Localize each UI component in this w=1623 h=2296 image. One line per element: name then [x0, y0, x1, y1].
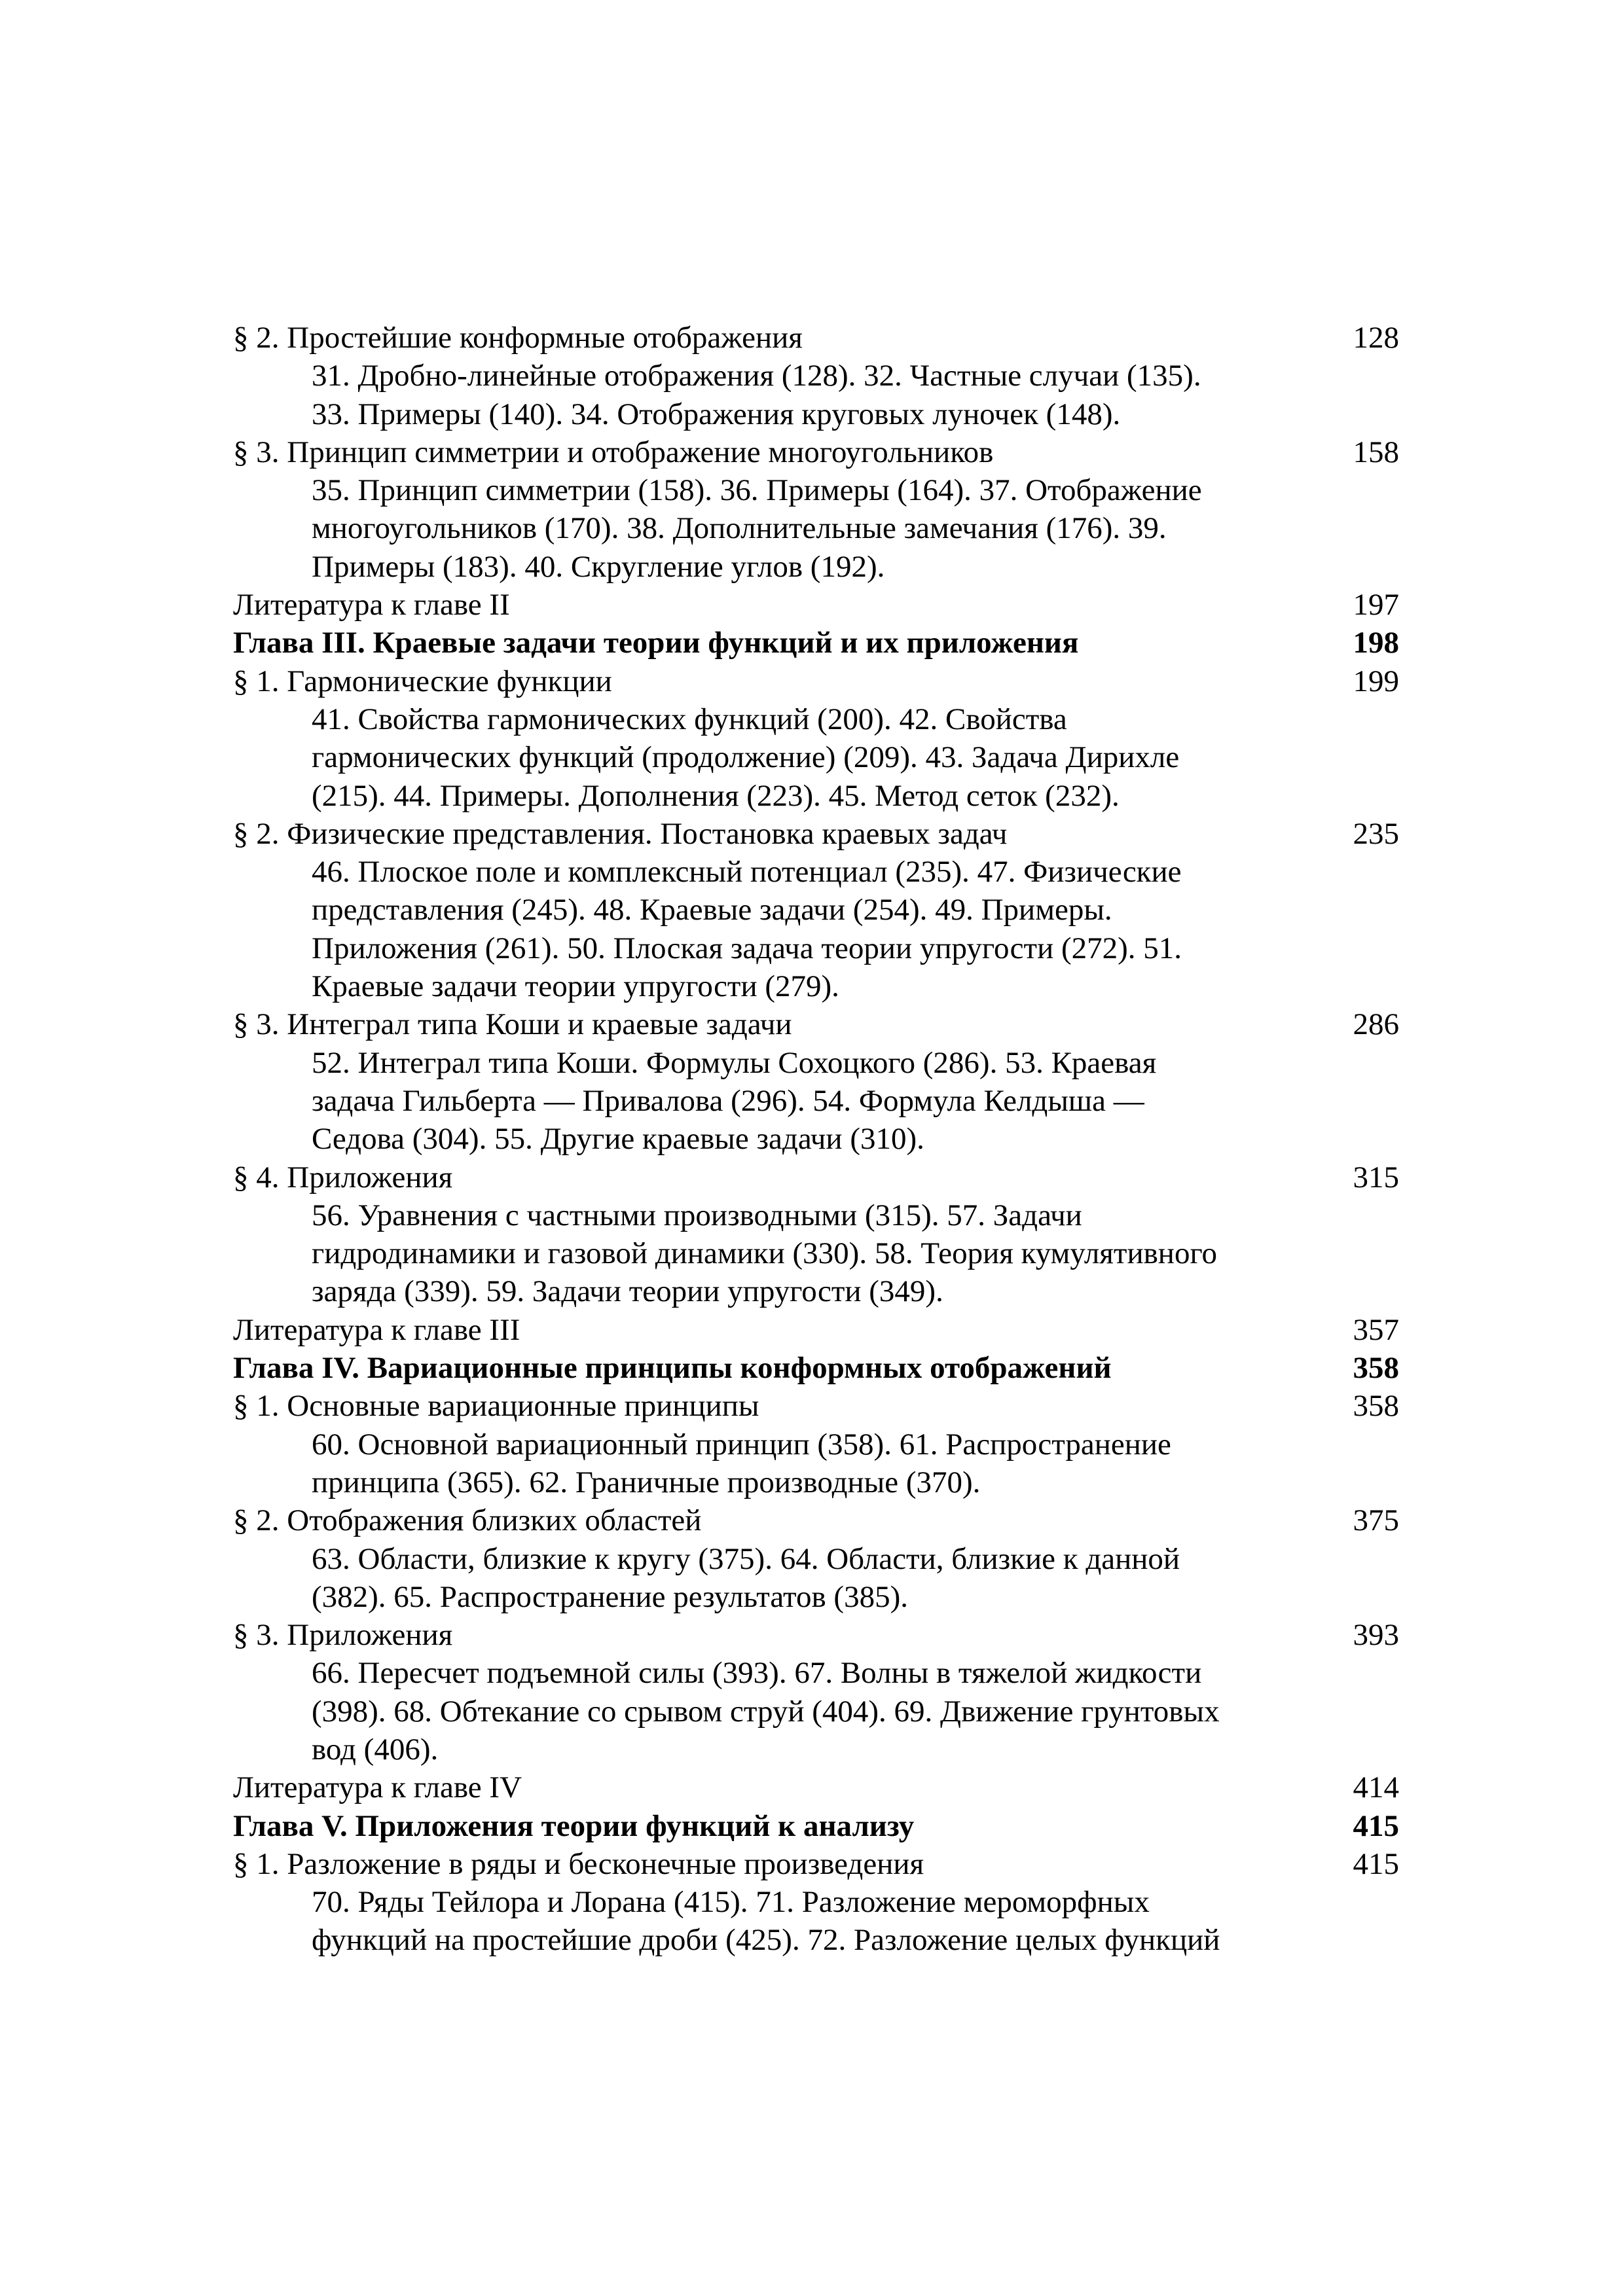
toc-page-number: 199: [1353, 664, 1399, 698]
toc-page-number: 286: [1353, 1007, 1399, 1042]
toc-section-row[interactable]: [233, 319, 1399, 357]
toc-page-number: 235: [1353, 816, 1399, 851]
toc-subsection-line: Примеры (183). 40. Скругление углов (192).: [312, 549, 885, 584]
toc-subsection-line: 63. Области, близкие к кругу (375). 64. Области, близкие к данной: [312, 1541, 1180, 1576]
toc-section-title: § 2. Отображения близких областей: [233, 1503, 702, 1538]
toc-page-number: 128: [1353, 321, 1399, 355]
toc-section-row[interactable]: [233, 815, 1399, 853]
toc-section-row[interactable]: [233, 1158, 1399, 1196]
toc-subsection-list: [233, 1044, 1376, 1158]
toc-section-row[interactable]: [233, 1845, 1399, 1883]
toc-subsection-list: [233, 700, 1376, 815]
toc-chapter-row[interactable]: [233, 1807, 1399, 1845]
toc-subsection-line: 35. Принцип симметрии (158). 36. Примеры (164). 37. Отображение: [312, 473, 1202, 508]
toc-page-number: 393: [1353, 1618, 1399, 1653]
toc-section-row[interactable]: [233, 1311, 1399, 1349]
toc-subsection-line: гидродинамики и газовой динамики (330). 58. Теория кумулятивного: [312, 1236, 1218, 1271]
toc-subsection-line: задача Гильберта — Привалова (296). 54. Формула Келдыша —: [312, 1083, 1144, 1118]
table-of-contents: [233, 319, 1399, 1960]
toc-subsection-line: заряда (339). 59. Задачи теории упругости (349).: [312, 1274, 943, 1309]
toc-page-number: 358: [1353, 1351, 1399, 1386]
toc-page-number: 158: [1353, 435, 1399, 469]
toc-subsection-list: [233, 1540, 1376, 1617]
toc-subsection-line: (382). 65. Распространение результатов (385).: [312, 1579, 908, 1614]
toc-subsection-line: 60. Основной вариационный принцип (358). 61. Распространение: [312, 1427, 1171, 1462]
toc-subsection-line: 56. Уравнения с частными производными (315). 57. Задачи: [312, 1198, 1082, 1232]
toc-subsection-line: гармонических функций (продолжение) (209). 43. Задача Дирихле: [312, 740, 1180, 775]
toc-subsection-list: [233, 853, 1376, 1005]
toc-subsection-line: (398). 68. Обтекание со срывом струй (404). 69. Движение грунтовых: [312, 1694, 1220, 1729]
toc-section-row[interactable]: [233, 1616, 1399, 1654]
toc-section-title: Литература к главе IV: [233, 1770, 522, 1805]
toc-section-title: § 3. Интеграл типа Коши и краевые задачи: [233, 1007, 792, 1042]
toc-subsection-line: 46. Плоское поле и комплексный потенциал (235). 47. Физические: [312, 855, 1182, 889]
toc-section-title: § 1. Основные вариационные принципы: [233, 1389, 759, 1424]
toc-subsection-line: (215). 44. Примеры. Дополнения (223). 45. Метод сеток (232).: [312, 778, 1120, 813]
toc-section-title: § 3. Принцип симметрии и отображение многоугольников: [233, 435, 994, 469]
toc-subsection-line: функций на простейшие дроби (425). 72. Разложение целых функций: [312, 1923, 1220, 1958]
toc-subsection-list: [233, 471, 1376, 586]
toc-section-row[interactable]: [233, 1387, 1399, 1425]
toc-page-number: 415: [1353, 1808, 1399, 1843]
toc-page-number: 315: [1353, 1160, 1399, 1194]
toc-section-title: Литература к главе III: [233, 1312, 520, 1347]
toc-subsection-line: принципа (365). 62. Граничные производные (370).: [312, 1465, 981, 1499]
toc-subsection-line: Приложения (261). 50. Плоская задача теории упругости (272). 51.: [312, 931, 1182, 965]
toc-subsection-list: [233, 1196, 1376, 1311]
toc-page-number: 358: [1353, 1389, 1399, 1424]
toc-page-number: 197: [1353, 588, 1399, 622]
toc-subsection-line: Седова (304). 55. Другие краевые задачи (310).: [312, 1122, 924, 1157]
toc-section-row[interactable]: [233, 1768, 1399, 1806]
toc-page-number: 198: [1353, 626, 1399, 660]
toc-page-number: 415: [1353, 1846, 1399, 1881]
toc-subsection-line: представления (245). 48. Краевые задачи (254). 49. Примеры.: [312, 893, 1112, 927]
toc-subsection-line: Краевые задачи теории упругости (279).: [312, 969, 839, 1004]
toc-subsection-list: [233, 1883, 1376, 1960]
toc-section-title: § 3. Приложения: [233, 1618, 453, 1653]
toc-subsection-line: 66. Пересчет подъемной силы (393). 67. Волны в тяжелой жидкости: [312, 1656, 1202, 1691]
toc-section-title: § 1. Разложение в ряды и бесконечные произведения: [233, 1846, 924, 1881]
toc-page-number: 357: [1353, 1312, 1399, 1347]
toc-subsection-list: [233, 1654, 1376, 1768]
toc-chapter-title: Глава III. Краевые задачи теории функций и их приложения: [233, 626, 1079, 660]
toc-section-title: § 2. Физические представления. Постановка краевых задач: [233, 816, 1008, 851]
toc-section-row[interactable]: [233, 1005, 1399, 1043]
toc-subsection-line: 33. Примеры (140). 34. Отображения круговых луночек (148).: [312, 397, 1121, 431]
toc-section-title: Литература к главе II: [233, 588, 510, 622]
toc-subsection-line: 52. Интеграл типа Коши. Формулы Сохоцкого (286). 53. Краевая: [312, 1045, 1157, 1080]
toc-chapter-title: Глава V. Приложения теории функций к анализу: [233, 1808, 915, 1843]
toc-subsection-line: 41. Свойства гармонических функций (200). 42. Свойства: [312, 702, 1067, 736]
toc-subsection-list: [233, 1426, 1376, 1502]
toc-section-row[interactable]: [233, 433, 1399, 471]
toc-page-number: 414: [1353, 1770, 1399, 1805]
toc-section-row[interactable]: [233, 1501, 1399, 1539]
toc-section-row[interactable]: [233, 586, 1399, 624]
toc-section-row[interactable]: [233, 662, 1399, 700]
toc-subsection-list: [233, 357, 1376, 433]
toc-subsection-line: многоугольников (170). 38. Дополнительные замечания (176). 39.: [312, 511, 1167, 546]
toc-subsection-line: 70. Ряды Тейлора и Лорана (415). 71. Разложение мероморфных: [312, 1885, 1150, 1920]
toc-chapter-row[interactable]: [233, 1349, 1399, 1387]
toc-section-title: § 4. Приложения: [233, 1160, 453, 1194]
toc-subsection-line: вод (406).: [312, 1732, 439, 1767]
toc-page-number: 375: [1353, 1503, 1399, 1538]
toc-chapter-row[interactable]: [233, 624, 1399, 662]
toc-subsection-line: 31. Дробно-линейные отображения (128). 32. Частные случаи (135).: [312, 359, 1201, 393]
toc-section-title: § 2. Простейшие конформные отображения: [233, 321, 803, 355]
toc-chapter-title: Глава IV. Вариационные принципы конформных отображений: [233, 1351, 1112, 1386]
toc-section-title: § 1. Гармонические функции: [233, 664, 612, 698]
